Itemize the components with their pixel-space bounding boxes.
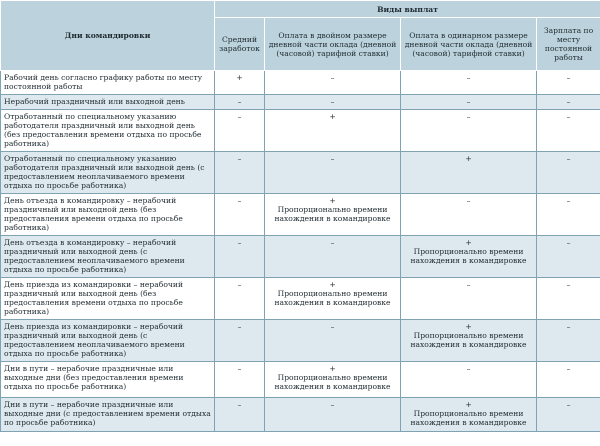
table-row: [1, 398, 600, 432]
cell-salary: [537, 398, 600, 432]
cell-average-earnings: [215, 71, 265, 95]
cell-salary: [537, 71, 600, 95]
cell-day: День приезда из командировки – нерабочий праздничный или выходной день (с предоставлением неоплачиваемого времени отдыха по просьбе работника): [1, 320, 215, 362]
cell-single-pay: [401, 152, 537, 194]
mark-symbol: –: [330, 97, 335, 106]
header-days: Дни командировки: [1, 1, 215, 71]
mark-symbol: –: [330, 73, 335, 82]
proportional-note: Пропорционально времени нахождения в командировке: [410, 331, 527, 349]
cell-double-pay: [265, 194, 401, 236]
proportional-note: Пропорционально времени нахождения в командировке: [410, 247, 527, 265]
mark-symbol: –: [566, 238, 571, 247]
mark-symbol: –: [566, 112, 571, 121]
cell-double-pay: [265, 152, 401, 194]
cell-single-pay: [401, 278, 537, 320]
mark-symbol: –: [237, 322, 242, 331]
cell-single-pay: [401, 194, 537, 236]
cell-salary: [537, 152, 600, 194]
table-row: [1, 71, 600, 95]
mark-symbol: –: [566, 196, 571, 205]
header-payment-types: Виды выплат: [215, 1, 600, 18]
cell-single-pay: [401, 398, 537, 432]
mark-symbol: –: [566, 280, 571, 289]
mark-symbol: –: [566, 322, 571, 331]
proportional-note: Пропорционально времени нахождения в командировке: [274, 289, 391, 307]
cell-average-earnings: [215, 278, 265, 320]
mark-symbol: –: [330, 322, 335, 331]
cell-single-pay: [401, 110, 537, 152]
cell-average-earnings: [215, 320, 265, 362]
cell-day: День отъезда в командировку – нерабочий праздничный или выходной день (без предоставления времени отдыха по просьбе работника): [1, 194, 215, 236]
mark-symbol: +: [329, 280, 336, 289]
cell-double-pay: [265, 362, 401, 398]
mark-symbol: –: [237, 238, 242, 247]
cell-salary: [537, 236, 600, 278]
mark-symbol: –: [466, 196, 471, 205]
cell-salary: [537, 194, 600, 236]
mark-symbol: +: [465, 154, 472, 163]
mark-symbol: –: [566, 73, 571, 82]
mark-symbol: +: [329, 196, 336, 205]
table-row: [1, 362, 600, 398]
cell-single-pay: [401, 362, 537, 398]
cell-day: Дни в пути – нерабочие праздничные или выходные дни (с предоставлением времени отдыха по просьбе работника): [1, 398, 215, 432]
mark-symbol: –: [330, 154, 335, 163]
cell-average-earnings: [215, 95, 265, 110]
cell-single-pay: [401, 71, 537, 95]
cell-day: Отработанный по специальному указанию работодателя праздничный или выходной день (с предоставлением неоплачиваемого времени отдыха по просьбе работника): [1, 152, 215, 194]
mark-symbol: –: [566, 400, 571, 409]
cell-salary: [537, 278, 600, 320]
mark-symbol: –: [237, 112, 242, 121]
table-row: [1, 110, 600, 152]
cell-average-earnings: [215, 152, 265, 194]
cell-salary: [537, 362, 600, 398]
mark-symbol: +: [465, 238, 472, 247]
cell-average-earnings: [215, 362, 265, 398]
cell-salary: [537, 95, 600, 110]
table-row: [1, 95, 600, 110]
mark-symbol: –: [237, 280, 242, 289]
cell-day: Отработанный по специальному указанию работодателя праздничный или выходной день (без предоставления времени отдыха по просьбе работника): [1, 110, 215, 152]
cell-day: Рабочий день согласно графику работы по месту постоянной работы: [1, 71, 215, 95]
proportional-note: Пропорционально времени нахождения в командировке: [410, 409, 527, 427]
mark-symbol: +: [329, 112, 336, 121]
table-row: [1, 278, 600, 320]
table-row: [1, 236, 600, 278]
mark-symbol: +: [465, 322, 472, 331]
mark-symbol: –: [237, 364, 242, 373]
cell-single-pay: [401, 95, 537, 110]
mark-symbol: –: [566, 364, 571, 373]
mark-symbol: –: [237, 97, 242, 106]
cell-double-pay: [265, 95, 401, 110]
cell-salary: [537, 320, 600, 362]
mark-symbol: –: [466, 97, 471, 106]
header-double-pay: Оплата в двойном размере дневной части оклада (дневной (часовой) тарифной ставки): [265, 18, 401, 71]
header-salary: Зарплата по месту постоянной работы: [537, 18, 600, 71]
cell-average-earnings: [215, 398, 265, 432]
cell-double-pay: [265, 110, 401, 152]
mark-symbol: –: [466, 112, 471, 121]
mark-symbol: –: [237, 154, 242, 163]
mark-symbol: +: [236, 73, 243, 82]
table-row: [1, 194, 600, 236]
cell-double-pay: [265, 398, 401, 432]
mark-symbol: +: [465, 400, 472, 409]
cell-salary: [537, 110, 600, 152]
table-row: [1, 152, 600, 194]
mark-symbol: –: [330, 238, 335, 247]
cell-day: Дни в пути – нерабочие праздничные или выходные дни (без предоставления времени отдыха по просьбе работника): [1, 362, 215, 398]
cell-double-pay: [265, 236, 401, 278]
cell-average-earnings: [215, 110, 265, 152]
mark-symbol: –: [237, 400, 242, 409]
cell-single-pay: [401, 320, 537, 362]
cell-single-pay: [401, 236, 537, 278]
mark-symbol: –: [466, 280, 471, 289]
cell-double-pay: [265, 278, 401, 320]
cell-double-pay: [265, 320, 401, 362]
mark-symbol: –: [466, 364, 471, 373]
cell-average-earnings: [215, 236, 265, 278]
proportional-note: Пропорционально времени нахождения в командировке: [274, 373, 391, 391]
proportional-note: Пропорционально времени нахождения в командировке: [274, 205, 391, 223]
mark-symbol: –: [330, 400, 335, 409]
header-single-pay: Оплата в одинарном размере дневной части оклада (дневной (часовой) тарифной ставки): [401, 18, 537, 71]
cell-day: Нерабочий праздничный или выходной день: [1, 95, 215, 110]
header-average-earnings: Средний заработок: [215, 18, 265, 71]
mark-symbol: –: [466, 73, 471, 82]
mark-symbol: +: [329, 364, 336, 373]
table-row: [1, 320, 600, 362]
cell-day: День приезда из командировки – нерабочий праздничный или выходной день (без предоставления времени отдыха по просьбе работника): [1, 278, 215, 320]
cell-double-pay: [265, 71, 401, 95]
mark-symbol: –: [566, 154, 571, 163]
mark-symbol: –: [237, 196, 242, 205]
cell-day: День отъезда в командировку – нерабочий праздничный или выходной день (с предоставлением неоплачиваемого времени отдыха по просьбе работника): [1, 236, 215, 278]
cell-average-earnings: [215, 194, 265, 236]
mark-symbol: –: [566, 97, 571, 106]
